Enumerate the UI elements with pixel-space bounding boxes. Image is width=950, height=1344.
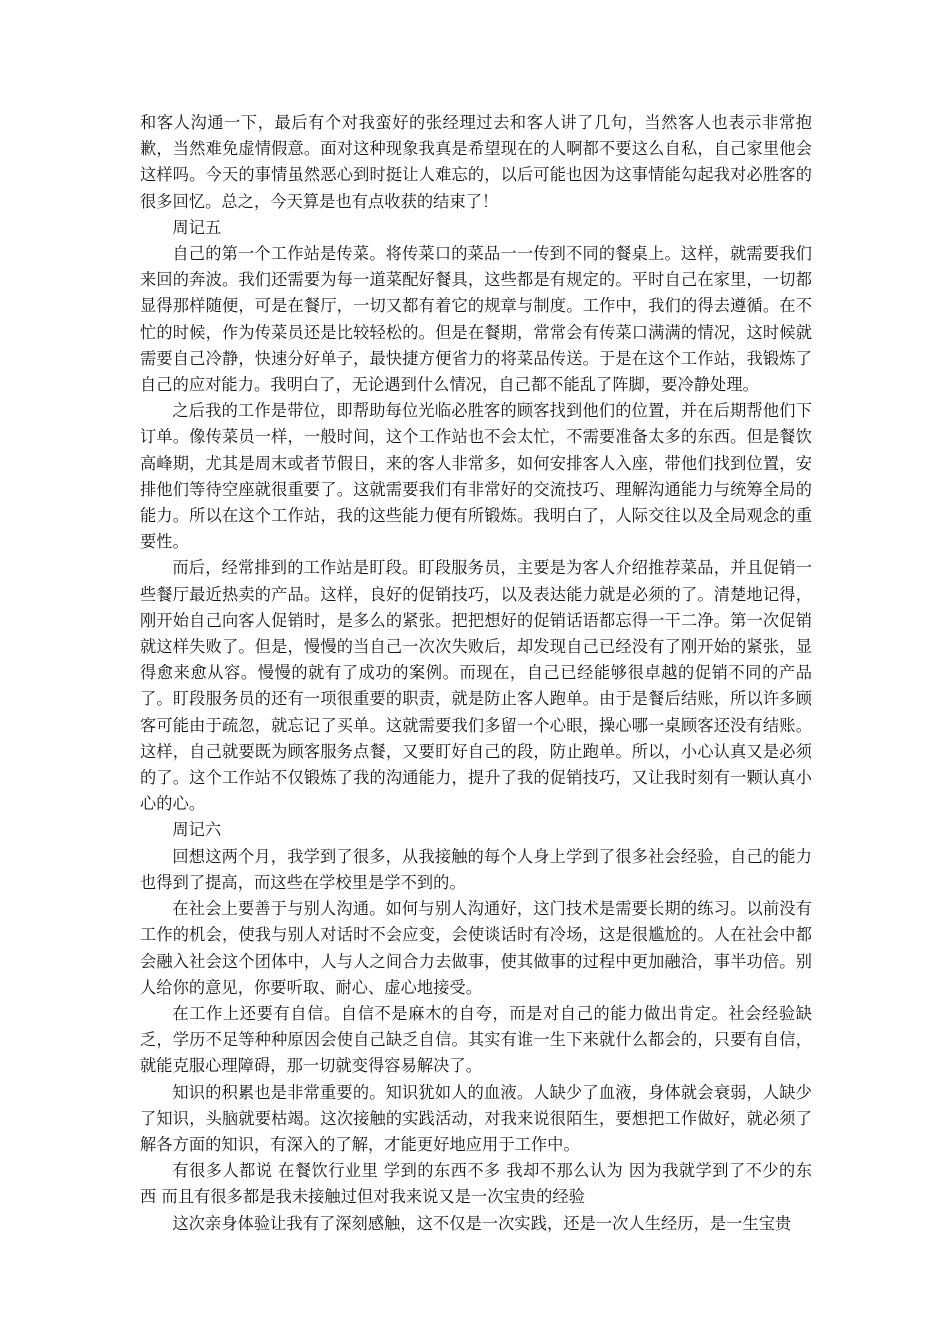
paragraph: 自己的第一个工作站是传菜。将传菜口的菜品一一传到不同的餐桌上。这样，就需要我们来回的奔波。我们还需要为每一道菜配好餐具，这些都是有规定的。平时自己在家里，一切都显得那样随便，可是在餐厅，一切又都有着它的规章与制度。工作中，我们的得去遵循。在不忙的时候，作为传菜员还是比较轻松的。但是在餐期，常常会有传菜口满满的情况，这时候就需要自己冷静，快速分好单子，最快捷方便省力的将菜品传送。于是在这个工作站，我锻炼了自己的应对能力。我明白了，无论遇到什么情况，自己都不能乱了阵脚，要冷静处理。	[140, 244, 812, 395]
section-heading-week6: 周记六	[172, 820, 222, 840]
paragraph: 有很多人都说 在餐饮行业里 学到的东西不多 我却不那么认为 因为我就学到了不少的东西 而且有很多都是我未接触过但对我来说又是一次宝贵的经验	[140, 1161, 812, 1207]
paragraph: 而后，经常排到的工作站是盯段。盯段服务员，主要是为客人介绍推荐菜品，并且促销一些餐厅最近热卖的产品。这样，良好的促销技巧，以及表达能力就是必须的了。清楚地记得，刚开始自己向客人促销时，是多么的紧张。把把想好的促销话语都忘得一干二净。第一次促销就这样失败了。但是，慢慢的当自己一次次失败后，却发现自己已经没有了刚开始的紧张，显得愈来愈从容。慢慢的就有了成功的案例。而现在，自己已经能够很卓越的促销不同的产品了。盯段服务员的还有一项很重要的职责，就是防止客人跑单。由于是餐后结账，所以许多顾客可能由于疏忽，就忘记了买单。这就需要我们多留一个心眼，操心哪一桌顾客还没有结账。这样，自己就要既为顾客服务点餐，又要盯好自己的段，防止跑单。所以，小心认真又是必须的了。这个工作站不仅锻炼了我的沟通能力，提升了我的促销技巧，又让我时刻有一颗认真小心的心。	[140, 558, 812, 814]
paragraph: 回想这两个月，我学到了很多，从我接触的每个人身上学到了很多社会经验，自己的能力也得到了提高，而这些在学校里是学不到的。	[140, 846, 812, 892]
paragraph: 知识的积累也是非常重要的。知识犹如人的血液。人缺少了血液，身体就会衰弱，人缺少了知识，头脑就要枯竭。这次接触的实践活动，对我来说很陌生，要想把工作做好，就必须了解各方面的知识，有深入的了解，才能更好地应用于工作中。	[140, 1082, 812, 1154]
document-page	[140, 110, 812, 1237]
paragraph: 这次亲身体验让我有了深刻感触，这不仅是一次实践，还是一次人生经历，是一生宝贵	[172, 1213, 792, 1233]
paragraph-continuation: 和客人沟通一下，最后有个对我蛮好的张经理过去和客人讲了几句，当然客人也表示非常抱歉，当然难免虚情假意。面对这种现象我真是希望现在的人啊都不要这么自私，自己家里他会这样吗。今天的事情虽然恶心到时挺让人难忘的，以后可能也因为这事情能勾起我对必胜客的很多回忆。总之，今天算是也有点收获的结束了！	[140, 113, 812, 211]
section-heading-week5: 周记五	[172, 217, 222, 237]
paragraph: 之后我的工作是带位，即帮助每位光临必胜客的顾客找到他们的位置，并在后期帮他们下订单。像传菜员一样，一般时间，这个工作站也不会太忙，不需要准备太多的东西。但是餐饮高峰期，尤其是周末或者节假日，来的客人非常多，如何安排客人入座，带他们找到位置，安排他们等待空座就很重要了。这就需要我们有非常好的交流技巧、理解沟通能力与统筹全局的能力。所以在这个工作站，我的这些能力便有所锻炼。我明白了，人际交往以及全局观念的重要性。	[140, 401, 812, 552]
paragraph: 在工作上还要有自信。自信不是麻木的自夸，而是对自己的能力做出肯定。社会经验缺乏，学历不足等种种原因会使自己缺乏自信。其实有谁一生下来就什么都会的，只要有自信，就能克服心理障碍，那一切就变得容易解决了。	[140, 1003, 812, 1076]
paragraph: 在社会上要善于与别人沟通。如何与别人沟通好，这门技术是需要长期的练习。以前没有工作的机会，使我与别人对话时不会应变，会使谈话时有冷场，这是很尴尬的。人在社会中都会融入社会这个团体中，人与人之间合力去做事，使其做事的过程中更加融洽，事半功倍。别人给你的意见，你要听取、耐心、虚心地接受。	[140, 899, 812, 997]
